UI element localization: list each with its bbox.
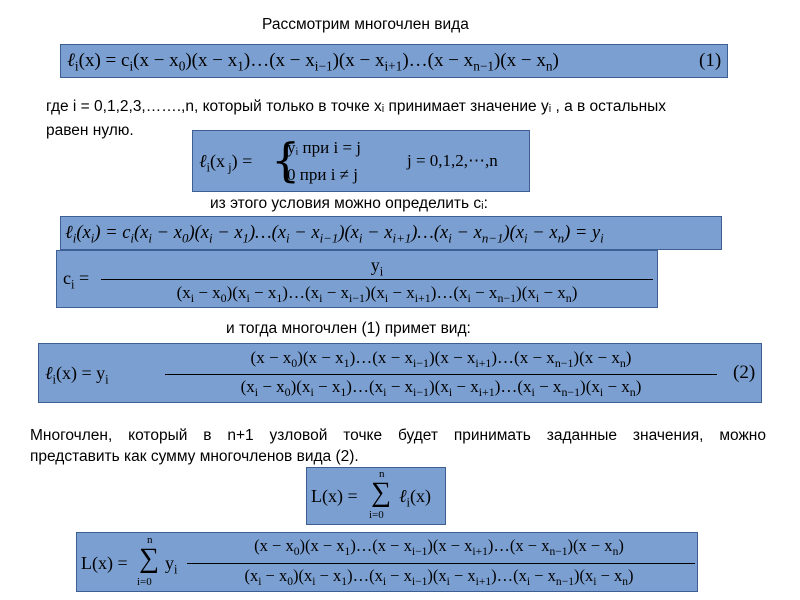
formula-li-definition-expr: ℓ$_i$(x) = $c_i(x - x_0)(x$ − $x_1)\dots(x - x_{i-1})(x$ − $x_{i+1})\dots(x - x_{n-1})(x - x_n)$ xyxy=(67,50,559,74)
summary-line-1: Многочлен, который в n+1 узловой точке будет принимать заданные значения, можно xyxy=(30,427,766,444)
formula-L-lagrange-upper: n xyxy=(147,534,153,546)
formula-ci-numerator: $y_i$ xyxy=(370,255,384,279)
formula-ci-denominator: $(x_i - x_0)(x_i$ − $x_1)\dots(x_i - x_{i-1})(x_i$ − $x_{i+1})\dots(x_i - x_{n-1})(x_i - x_n)$ xyxy=(176,283,578,306)
formula-li-lagrange-denominator: $(x_i - x_0)(x_i$ − $x_1)\dots(x_i - x_{i-1})(x_i$ − $x_{i+1})\dots(x_i - x_{n-1})(x_i - x_n)$ xyxy=(240,377,642,400)
formula-L-lagrange-fraction-line xyxy=(187,563,695,564)
equation-number-2: (2) xyxy=(733,362,756,383)
derive-text: из этого условия можно определить cᵢ: xyxy=(210,195,488,212)
formula-L-lagrange-lower: i=0 xyxy=(137,576,152,588)
formula-ci-fraction-line xyxy=(101,279,653,280)
formula-L-sum-term: ℓ$_i$(x) xyxy=(399,486,431,510)
formula-L-lagrange-yi: $y_i$ xyxy=(165,553,178,577)
formula-L-lagrange xyxy=(76,532,698,592)
condition-range: j = 0,1,2,⋯,n xyxy=(407,151,498,170)
condition-case-2: 0 при i ≠ j xyxy=(287,165,358,184)
formula-L-sum-lower: i=0 xyxy=(369,509,384,521)
where-line-1: где i = 0,1,2,3,…….,n, который только в точке xᵢ принимает значение yᵢ , а в остальных xyxy=(46,98,667,115)
formula-li-lagrange-fraction-line xyxy=(165,374,717,375)
equation-number-1: (1) xyxy=(699,50,722,71)
formula-li-at-xi xyxy=(60,216,722,250)
formula-li-lagrange-basis xyxy=(38,343,762,403)
formula-condition xyxy=(192,130,530,192)
summary-line-2: представить как сумму многочленов вида (2). xyxy=(30,448,359,465)
intro-title: Рассмотрим многочлен вида xyxy=(262,16,469,33)
formula-L-sum-lhs: L(x) = xyxy=(311,486,358,506)
condition-brace: { xyxy=(271,133,301,187)
formula-ci-lhs: $c_i$ = xyxy=(63,268,90,292)
formula-ci xyxy=(56,250,658,308)
condition-lhs: ℓ$_i$(x $_j$) = xyxy=(199,151,253,175)
formula-li-at-xi-expr: $\ell_i(x_i) = c_i(x_i - x_0)(x_i$ − $x_1)\dots(x_i - x_{i-1})(x_i$ − $x_{i+1})\dots(x_i - x_{n-1})(x_i - x_n) = y_i$ xyxy=(65,223,604,246)
formula-L-sum-upper: n xyxy=(379,468,385,480)
formula-L-lagrange-denominator: $(x_i - x_0)(x_i$ − $x_1)\dots(x_i - x_{i-1})(x_i$ − $x_{i+1})\dots(x_i - x_{n-1})(x_i - x_n)$ xyxy=(244,566,634,589)
sum-symbol-icon: ∑ xyxy=(139,543,159,574)
where-line-2: равен нулю. xyxy=(46,122,134,139)
condition-case-1: yᵢ при i = j xyxy=(287,138,362,157)
formula-li-definition xyxy=(60,44,728,78)
formula-li-lagrange-lhs: ℓ$_i$(x) = $y_i$ xyxy=(45,363,109,387)
formula-L-lagrange-lhs: L(x) = xyxy=(81,553,128,573)
formula-L-sum xyxy=(306,467,446,525)
then-text: и тогда многочлен (1) примет вид: xyxy=(226,320,471,337)
sum-symbol-icon: ∑ xyxy=(371,477,391,508)
formula-L-lagrange-numerator: $(x - x_0)(x$ − $x_1)\dots(x - x_{i-1})(x$ − $x_{i+1})\dots(x - x_{n-1})(x - x_n)$ xyxy=(254,536,624,559)
formula-li-lagrange-numerator: $(x - x_0)(x$ − $x_1)\dots(x - x_{i-1})(x$ − $x_{i+1})\dots(x - x_{n-1})(x - x_n)$ xyxy=(250,348,632,371)
